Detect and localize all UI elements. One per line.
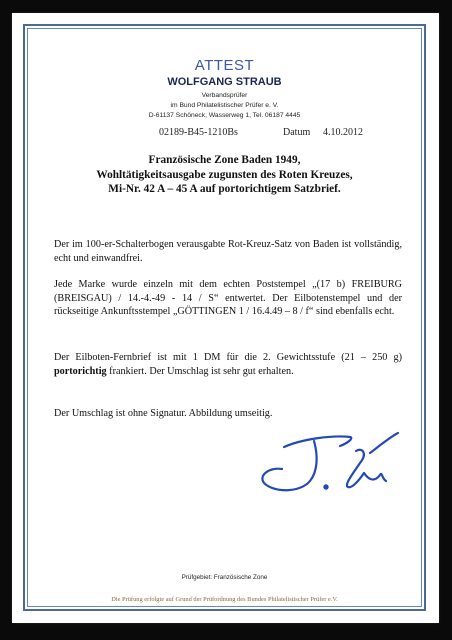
- certificate-date: 4.10.2012: [323, 127, 363, 138]
- postage-text-start: Der Eilboten-Fernbrief ist mit 1 DM für die 2. Gewichtsstufe (21 – 250 g): [54, 352, 402, 363]
- certificate-heading: [27, 153, 422, 197]
- handwritten-signature: [252, 413, 402, 508]
- examination-basis-note: Die Prüfung erfolgte auf Grund der Prüfordnung des Bundes Philatelistischer Prüfer e.V.: [111, 596, 338, 603]
- certificate-content: [27, 28, 422, 607]
- date-label: Datum: [283, 127, 311, 138]
- heading-line-3: Mi-Nr. 42 A – 45 A auf portorichtigem Satzbrief.: [108, 183, 341, 195]
- examiner-address: D-61137 Schöneck, Wasserweg 1, Tel. 06187 4445: [148, 112, 301, 119]
- examiner-name: WOLFGANG STRAUB: [167, 76, 282, 88]
- certificate-number: 02189-B45-1210Bs: [159, 127, 238, 138]
- paragraph-postage: [54, 351, 402, 378]
- examiner-association: im Bund Philatelistischer Prüfer e. V.: [170, 102, 279, 109]
- heading-line-1: Französische Zone Baden 1949,: [148, 154, 301, 166]
- certificate-page: [12, 13, 439, 623]
- postage-correct-emphasis: portorichtig: [54, 365, 107, 377]
- examination-area: Prüfgebiet: Französische Zone: [181, 574, 268, 581]
- paragraph-postmarks: Jede Marke wurde einzeln mit dem echten Poststempel „(17 b) FREIBURG (BREISGAU) / 14.-4.-49 - 14 / S“ entwertet. Der Eilbotenstempel und der rückseitige Ankunftsstempel „GÖTTINGEN 1 / 16.4.49 – 8 / f“ sind ebenfalls echt.: [54, 279, 402, 317]
- paragraph-completeness: Der im 100-er-Schalterbogen verausgabte Rot-Kreuz-Satz von Baden ist vollständig, echt und einwandfrei.: [54, 239, 402, 264]
- certificate-title: ATTEST: [194, 57, 255, 74]
- heading-line-2: Wohltätigkeitsausgabe zugunsten des Roten Kreuzes,: [96, 168, 353, 181]
- examiner-role: Verbandsprüfer: [201, 92, 248, 99]
- postage-text-end: frankiert. Der Umschlag ist sehr gut erhalten.: [106, 365, 294, 377]
- paragraph-signature-note: Der Umschlag ist ohne Signatur. Abbildung umseitig.: [54, 408, 273, 419]
